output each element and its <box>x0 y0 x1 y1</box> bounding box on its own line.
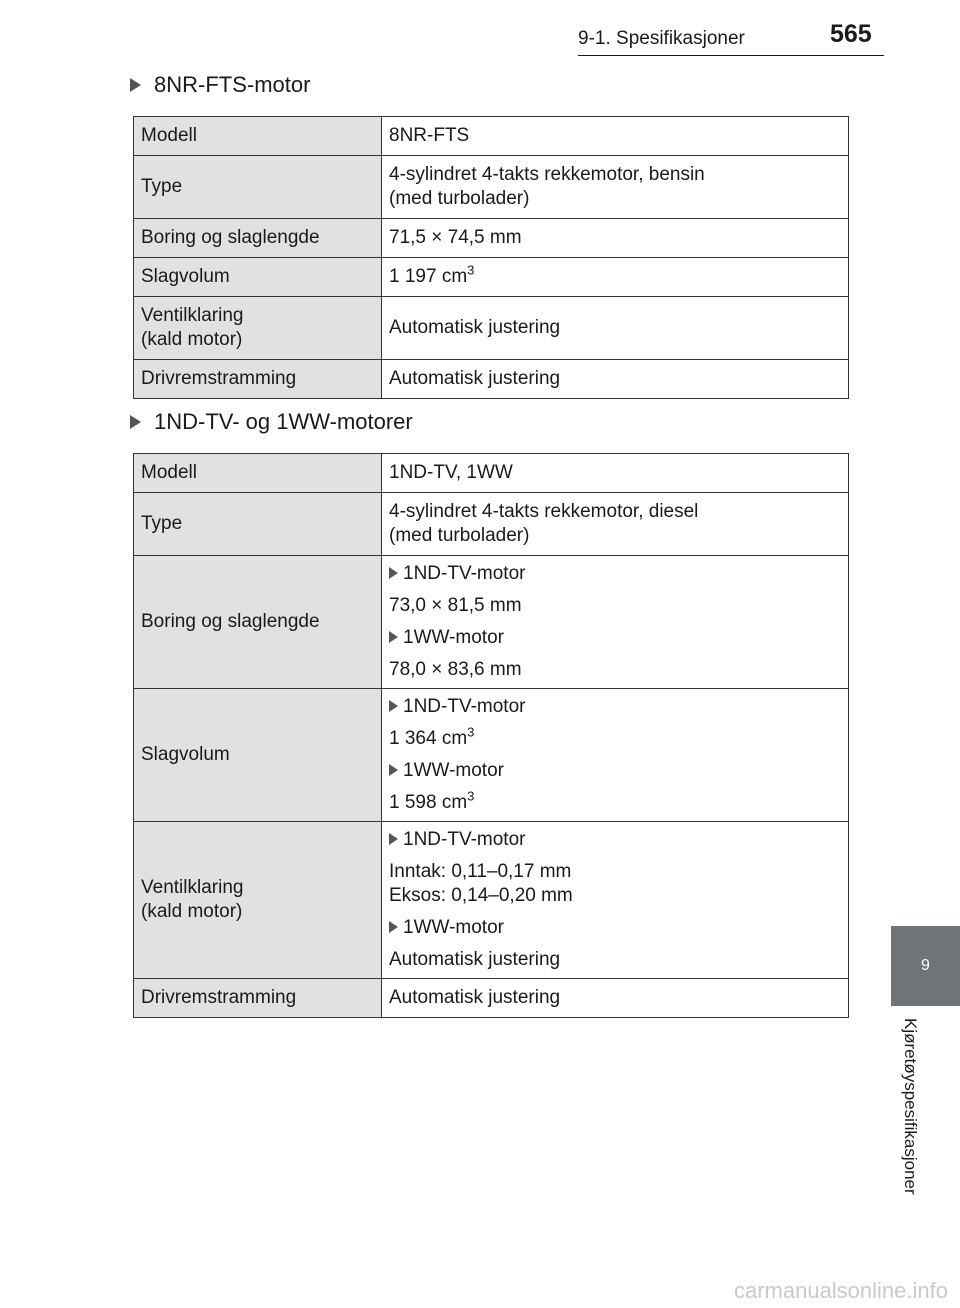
row-value: Automatisk justering <box>382 979 849 1018</box>
triangle-bullet-icon <box>389 921 398 933</box>
label-line: (kald motor) <box>141 901 243 922</box>
row-value: 71,5 × 74,5 mm <box>382 219 849 258</box>
page-number: 565 <box>830 20 872 48</box>
triangle-bullet-icon <box>389 764 398 776</box>
label-line: Ventilklaring <box>141 305 244 326</box>
row-label: Boring og slaglengde <box>134 556 382 689</box>
row-value <box>382 156 849 219</box>
row-value: Automatisk justering <box>382 360 849 399</box>
header-section-title: 9-1. Spesifikasjoner <box>578 28 745 49</box>
value-text: 1 364 cm <box>389 728 468 749</box>
triangle-bullet-icon <box>389 700 398 712</box>
sub-heading-text: 1WW-motor <box>403 627 504 648</box>
row-value <box>382 556 849 689</box>
triangle-bullet-icon <box>130 78 141 92</box>
sub-heading-text: 1ND-TV-motor <box>403 696 526 717</box>
triangle-bullet-icon <box>389 567 398 579</box>
section-heading-text: 8NR-FTS-motor <box>154 72 311 97</box>
table-row <box>134 156 849 219</box>
sub-heading-text: 1ND-TV-motor <box>403 563 526 584</box>
value-line: Inntak: 0,11–0,17 mm <box>389 861 572 882</box>
row-label: Type <box>134 156 382 219</box>
sub-heading-text: 1ND-TV-motor <box>403 829 526 850</box>
row-label: Drivremstramming <box>134 360 382 399</box>
table-row <box>134 258 849 297</box>
table-row <box>134 454 849 493</box>
row-label: Slagvolum <box>134 258 382 297</box>
value-line: Eksos: 0,14–0,20 mm <box>389 885 573 906</box>
watermark-text: carmanualsonline.info <box>733 1278 948 1303</box>
row-label: Type <box>134 493 382 556</box>
value-line: (med turbolader) <box>389 188 530 209</box>
table-row <box>134 689 849 822</box>
table-row <box>134 822 849 979</box>
table-row <box>134 556 849 689</box>
value-line: Automatisk justering <box>389 949 561 970</box>
value-line: 4-sylindret 4-takts rekkemotor, bensin <box>389 164 705 185</box>
row-label <box>134 822 382 979</box>
value-line <box>389 724 841 751</box>
sub-heading <box>389 828 841 852</box>
value-line: 73,0 × 81,5 mm <box>389 595 522 616</box>
superscript: 3 <box>467 262 475 278</box>
row-label: Slagvolum <box>134 689 382 822</box>
row-value: 1ND-TV, 1WW <box>382 454 849 493</box>
value-line: (med turbolader) <box>389 525 530 546</box>
superscript: 3 <box>467 724 475 740</box>
sub-heading-text: 1WW-motor <box>403 760 504 781</box>
sub-heading <box>389 562 841 586</box>
value-line: 4-sylindret 4-takts rekkemotor, diesel <box>389 501 699 522</box>
row-label: Modell <box>134 117 382 156</box>
triangle-bullet-icon <box>130 415 141 429</box>
triangle-bullet-icon <box>389 833 398 845</box>
label-line: (kald motor) <box>141 329 243 350</box>
value-line <box>389 788 841 815</box>
value-line: 78,0 × 83,6 mm <box>389 659 522 680</box>
table-row <box>134 219 849 258</box>
table-row <box>134 297 849 360</box>
label-line: Ventilklaring <box>141 877 244 898</box>
sub-heading <box>389 759 841 783</box>
sub-heading-text: 1WW-motor <box>403 917 504 938</box>
superscript: 3 <box>467 788 475 804</box>
table-row <box>134 979 849 1018</box>
row-label <box>134 297 382 360</box>
spec-table-8nr-fts <box>133 116 849 399</box>
table-row <box>134 493 849 556</box>
row-label: Modell <box>134 454 382 493</box>
section-heading-text: 1ND-TV- og 1WW-motorer <box>154 409 413 434</box>
row-value <box>382 822 849 979</box>
row-value <box>382 493 849 556</box>
chapter-number: 9 <box>921 957 930 974</box>
row-value: 8NR-FTS <box>382 117 849 156</box>
chapter-tab <box>891 926 960 1006</box>
section-heading-8nr-fts <box>130 72 310 98</box>
row-value <box>382 258 849 297</box>
row-value: Automatisk justering <box>382 297 849 360</box>
chapter-title-vertical: Kjøretøyspesifikasjoner <box>901 1018 920 1195</box>
sub-heading <box>389 916 841 940</box>
table-row <box>134 360 849 399</box>
header-divider <box>578 55 884 56</box>
row-value <box>382 689 849 822</box>
spec-table-1nd-tv-1ww <box>133 453 849 1018</box>
triangle-bullet-icon <box>389 631 398 643</box>
section-heading-1nd-tv-1ww <box>130 409 413 435</box>
sub-heading <box>389 626 841 650</box>
row-label: Boring og slaglengde <box>134 219 382 258</box>
sub-heading <box>389 695 841 719</box>
row-label: Drivremstramming <box>134 979 382 1018</box>
value-text: 1 598 cm <box>389 792 468 813</box>
value-text: 1 197 cm <box>389 266 468 287</box>
table-row <box>134 117 849 156</box>
